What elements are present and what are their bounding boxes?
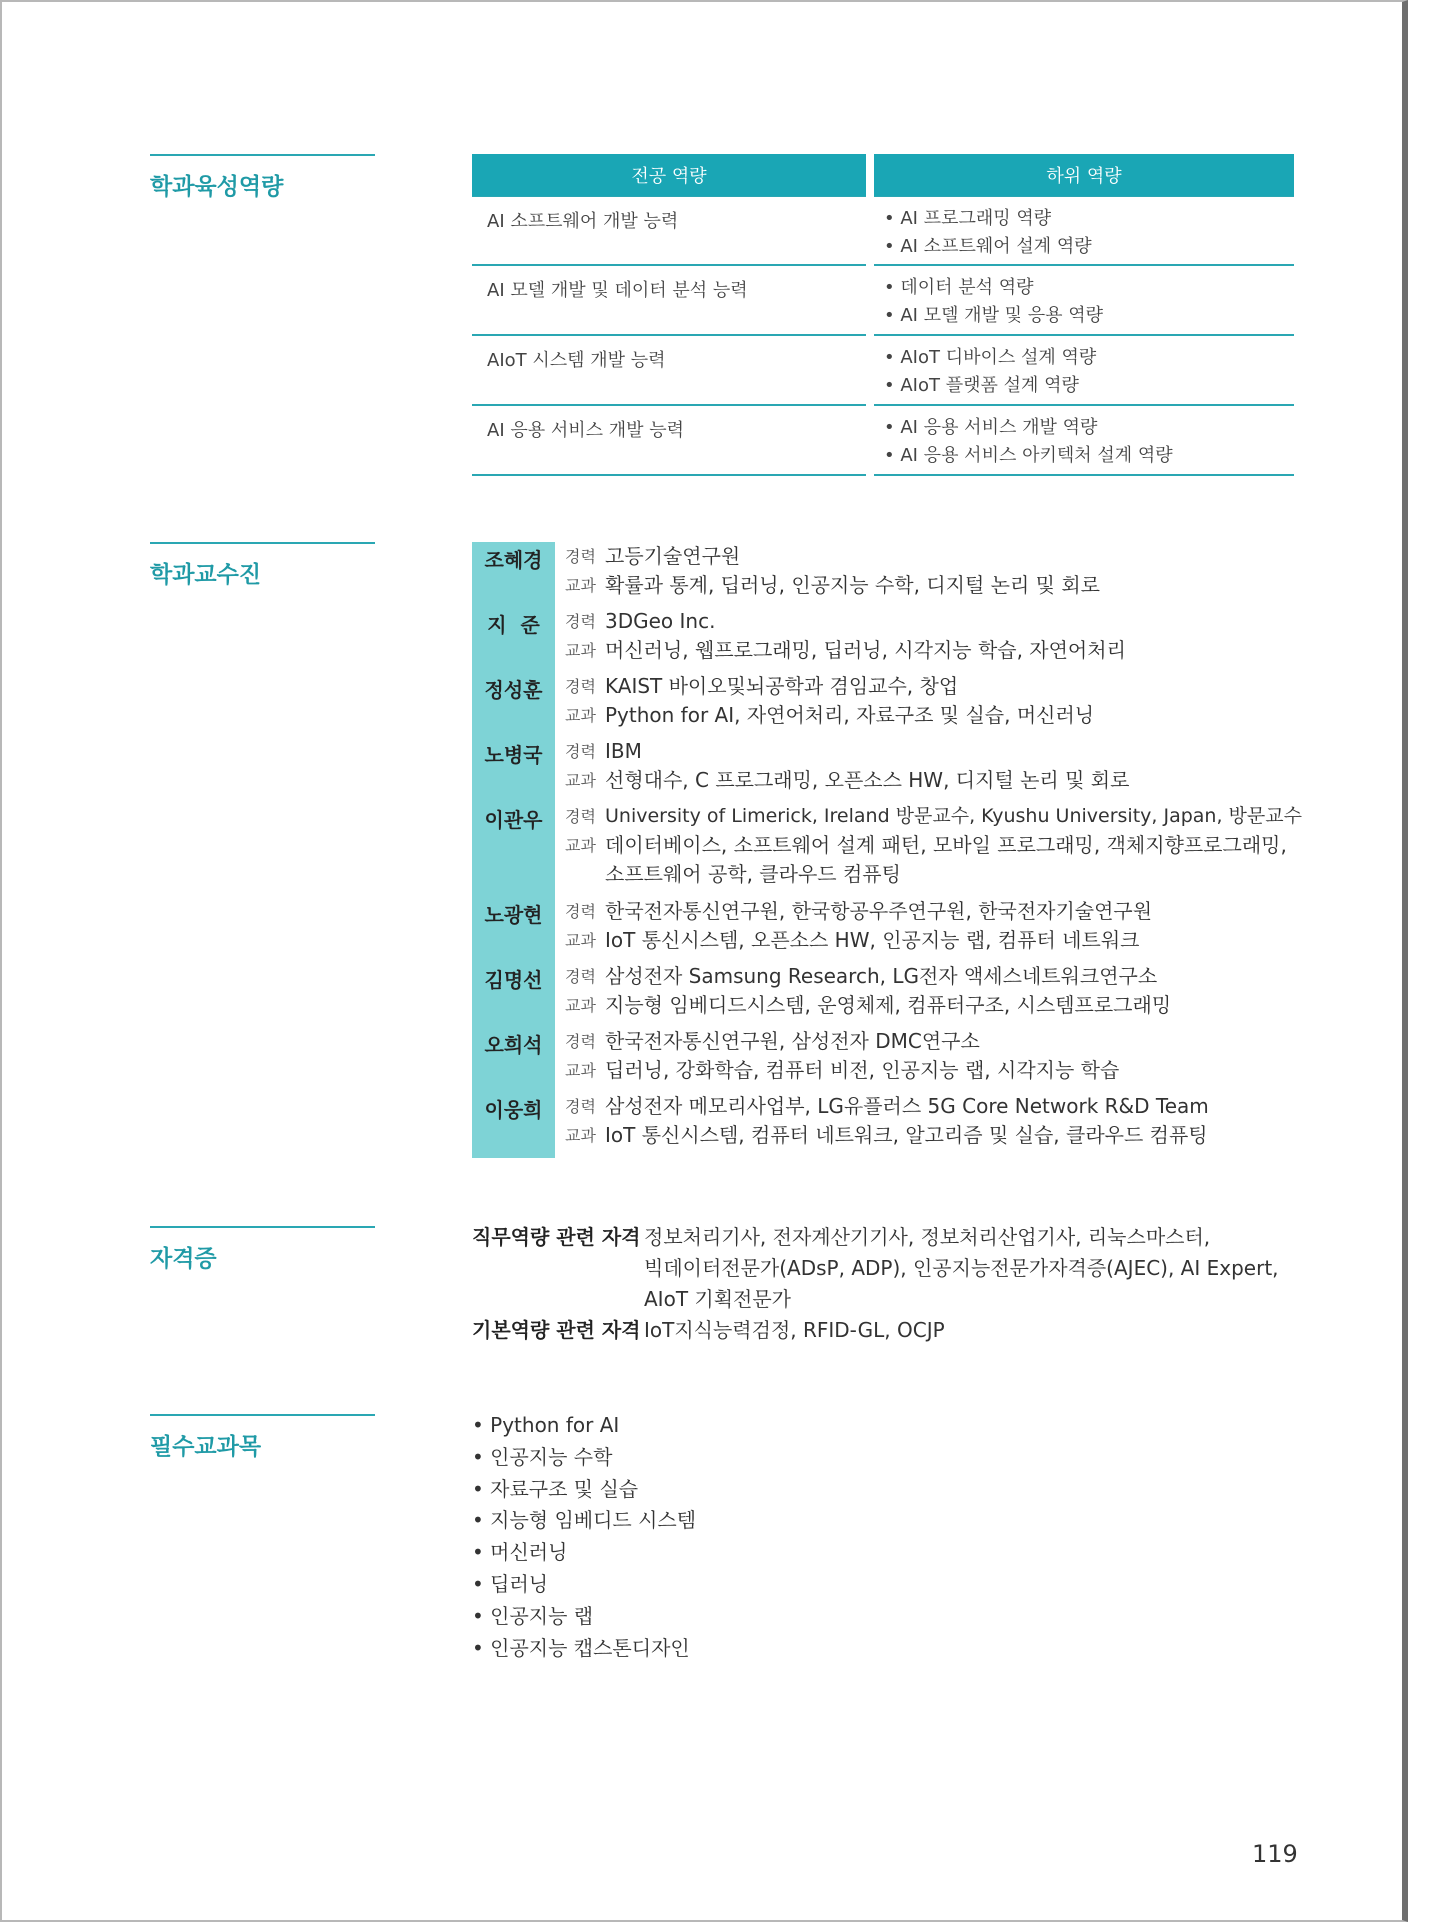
courses-tag: 교과 bbox=[565, 641, 596, 660]
courses-tag: 교과 bbox=[565, 576, 596, 595]
section-heading-faculty: 학과교수진 bbox=[150, 542, 375, 589]
list-item: • 인공지능 캡스톤디자인 bbox=[472, 1635, 690, 1660]
list-item: • 머신러닝 bbox=[472, 1540, 568, 1565]
sub-competency-item: • AI 응용 서비스 개발 역량 bbox=[884, 417, 1098, 438]
required-courses-list bbox=[472, 1410, 696, 1664]
list-item: • 인공지능 랩 bbox=[472, 1603, 594, 1628]
sub-competency-cell bbox=[874, 266, 1294, 336]
certificate-group bbox=[472, 1315, 1302, 1346]
courses-tag: 교과 bbox=[565, 771, 596, 790]
faculty-name: 지 준 bbox=[487, 613, 540, 637]
faculty-courses: 확률과 통계, 딥러닝, 인공지능 수학, 디지털 논리 및 회로 bbox=[605, 573, 1100, 597]
header-major-competency: 전공 역량 bbox=[472, 154, 866, 196]
career-tag: 경력 bbox=[565, 902, 596, 921]
major-competency-cell: AI 응용 서비스 개발 능력 bbox=[472, 406, 866, 476]
faculty-name: 노병국 bbox=[484, 743, 543, 767]
faculty-name: 이웅희 bbox=[484, 1098, 543, 1122]
faculty-item bbox=[472, 672, 1302, 730]
sub-competency-item: • 데이터 분석 역량 bbox=[884, 277, 1034, 298]
faculty-courses: IoT 통신시스템, 오픈소스 HW, 인공지능 랩, 컴퓨터 네트워크 bbox=[605, 928, 1140, 952]
sub-competency-item: • AI 응용 서비스 아키텍처 설계 역량 bbox=[884, 445, 1173, 466]
courses-tag: 교과 bbox=[565, 1126, 596, 1145]
sub-competency-cell bbox=[874, 336, 1294, 406]
section-heading-certificates: 자격증 bbox=[150, 1226, 375, 1273]
competency-table bbox=[472, 154, 1294, 476]
career-tag: 경력 bbox=[565, 1032, 596, 1051]
sub-competency-cell bbox=[874, 196, 1294, 266]
career-tag: 경력 bbox=[565, 967, 596, 986]
list-item: • 딥러닝 bbox=[472, 1571, 549, 1596]
sub-competency-item: • AI 소프트웨어 설계 역량 bbox=[884, 236, 1092, 257]
list-item: • 자료구조 및 실습 bbox=[472, 1476, 639, 1501]
courses-tag: 교과 bbox=[565, 1061, 596, 1080]
faculty-name: 노광현 bbox=[484, 903, 543, 927]
section-heading-required-courses: 필수교과목 bbox=[150, 1414, 375, 1461]
faculty-career: IBM bbox=[605, 739, 642, 763]
faculty-courses: Python for AI, 자연어처리, 자료구조 및 실습, 머신러닝 bbox=[605, 703, 1095, 727]
faculty-name: 이관우 bbox=[484, 808, 543, 832]
faculty-courses: 머신러닝, 웹프로그래밍, 딥러닝, 시각지능 학습, 자연어처리 bbox=[605, 638, 1126, 662]
table-row bbox=[472, 196, 1294, 266]
courses-tag: 교과 bbox=[565, 996, 596, 1015]
table-row bbox=[472, 266, 1294, 336]
certificate-label: 직무역량 관련 자격 bbox=[472, 1225, 641, 1249]
faculty-item bbox=[472, 607, 1302, 665]
faculty-courses: 딥러닝, 강화학습, 컴퓨터 비전, 인공지능 랩, 시각지능 학습 bbox=[605, 1058, 1120, 1082]
faculty-courses: 소프트웨어 공학, 클라우드 컴퓨팅 bbox=[605, 862, 901, 886]
faculty-item bbox=[472, 962, 1302, 1020]
certificates-list bbox=[472, 1222, 1302, 1346]
faculty-courses: 데이터베이스, 소프트웨어 설계 패턴, 모바일 프로그래밍, 객체지향프로그래밍, bbox=[605, 833, 1287, 857]
career-tag: 경력 bbox=[565, 742, 596, 761]
competency-table-header bbox=[472, 154, 1294, 196]
major-competency-cell: AI 모델 개발 및 데이터 분석 능력 bbox=[472, 266, 866, 336]
faculty-item bbox=[472, 897, 1302, 955]
major-competency-cell: AI 소프트웨어 개발 능력 bbox=[472, 196, 866, 266]
courses-tag: 교과 bbox=[565, 706, 596, 725]
table-row bbox=[472, 336, 1294, 406]
sub-competency-cell bbox=[874, 406, 1294, 476]
career-tag: 경력 bbox=[565, 807, 596, 826]
faculty-career: KAIST 바이오및뇌공학과 겸임교수, 창업 bbox=[605, 674, 959, 698]
faculty-courses: 선형대수, C 프로그래밍, 오픈소스 HW, 디지털 논리 및 회로 bbox=[605, 768, 1130, 792]
faculty-career: 3DGeo Inc. bbox=[605, 609, 716, 633]
faculty-career: 삼성전자 Samsung Research, LG전자 액세스네트워크연구소 bbox=[605, 964, 1158, 988]
faculty-courses: 지능형 임베디드시스템, 운영체제, 컴퓨터구조, 시스템프로그래밍 bbox=[605, 993, 1172, 1017]
faculty-name: 김명선 bbox=[484, 968, 543, 992]
career-tag: 경력 bbox=[565, 677, 596, 696]
faculty-name: 정성훈 bbox=[484, 678, 543, 702]
certificate-group bbox=[472, 1222, 1302, 1315]
career-tag: 경력 bbox=[565, 547, 596, 566]
sub-competency-item: • AIoT 디바이스 설계 역량 bbox=[884, 347, 1097, 368]
list-item: • 지능형 임베디드 시스템 bbox=[472, 1508, 697, 1533]
faculty-career: 한국전자통신연구원, 삼성전자 DMC연구소 bbox=[605, 1029, 980, 1053]
list-item: • 인공지능 수학 bbox=[472, 1444, 613, 1469]
list-item: • Python for AI bbox=[472, 1413, 620, 1437]
faculty-career: 한국전자통신연구원, 한국항공우주연구원, 한국전자기술연구원 bbox=[605, 899, 1153, 923]
faculty-name: 오희석 bbox=[484, 1033, 543, 1057]
certificate-text: 정보처리기사, 전자계산기기사, 정보처리산업기사, 리눅스마스터, bbox=[644, 1225, 1211, 1249]
career-tag: 경력 bbox=[565, 1097, 596, 1116]
table-row bbox=[472, 406, 1294, 476]
career-tag: 경력 bbox=[565, 612, 596, 631]
faculty-item bbox=[472, 1027, 1302, 1085]
faculty-item bbox=[472, 802, 1302, 889]
certificate-label: 기본역량 관련 자격 bbox=[472, 1318, 641, 1342]
faculty-item bbox=[472, 1092, 1302, 1150]
faculty-courses: IoT 통신시스템, 컴퓨터 네트워크, 알고리즘 및 실습, 클라우드 컴퓨팅 bbox=[605, 1123, 1208, 1147]
faculty-career: University of Limerick, Ireland 방문교수, Kyushu University, Japan, 방문교수 bbox=[605, 805, 1302, 827]
faculty-career: 삼성전자 메모리사업부, LG유플러스 5G Core Network R&D Team bbox=[605, 1094, 1209, 1118]
faculty-name: 조혜경 bbox=[484, 548, 543, 572]
major-competency-cell: AIoT 시스템 개발 능력 bbox=[472, 336, 866, 406]
page-number: 119 bbox=[1252, 1840, 1298, 1868]
sub-competency-item: • AI 프로그래밍 역량 bbox=[884, 208, 1052, 229]
faculty-item bbox=[472, 542, 1302, 600]
section-heading-competency: 학과육성역량 bbox=[150, 154, 375, 201]
certificate-text: IoT지식능력검정, RFID-GL, OCJP bbox=[644, 1318, 945, 1342]
certificate-text: AIoT 기획전문가 bbox=[644, 1287, 791, 1311]
sub-competency-item: • AIoT 플랫폼 설계 역량 bbox=[884, 375, 1079, 396]
certificate-text: 빅데이터전문가(ADsP, ADP), 인공지능전문가자격증(AJEC), AI Expert, bbox=[644, 1256, 1279, 1280]
faculty-career: 고등기술연구원 bbox=[605, 544, 741, 568]
courses-tag: 교과 bbox=[565, 836, 596, 855]
sub-competency-item: • AI 모델 개발 및 응용 역량 bbox=[884, 305, 1104, 326]
courses-tag: 교과 bbox=[565, 931, 596, 950]
header-sub-competency: 하위 역량 bbox=[874, 154, 1294, 196]
faculty-item bbox=[472, 737, 1302, 795]
